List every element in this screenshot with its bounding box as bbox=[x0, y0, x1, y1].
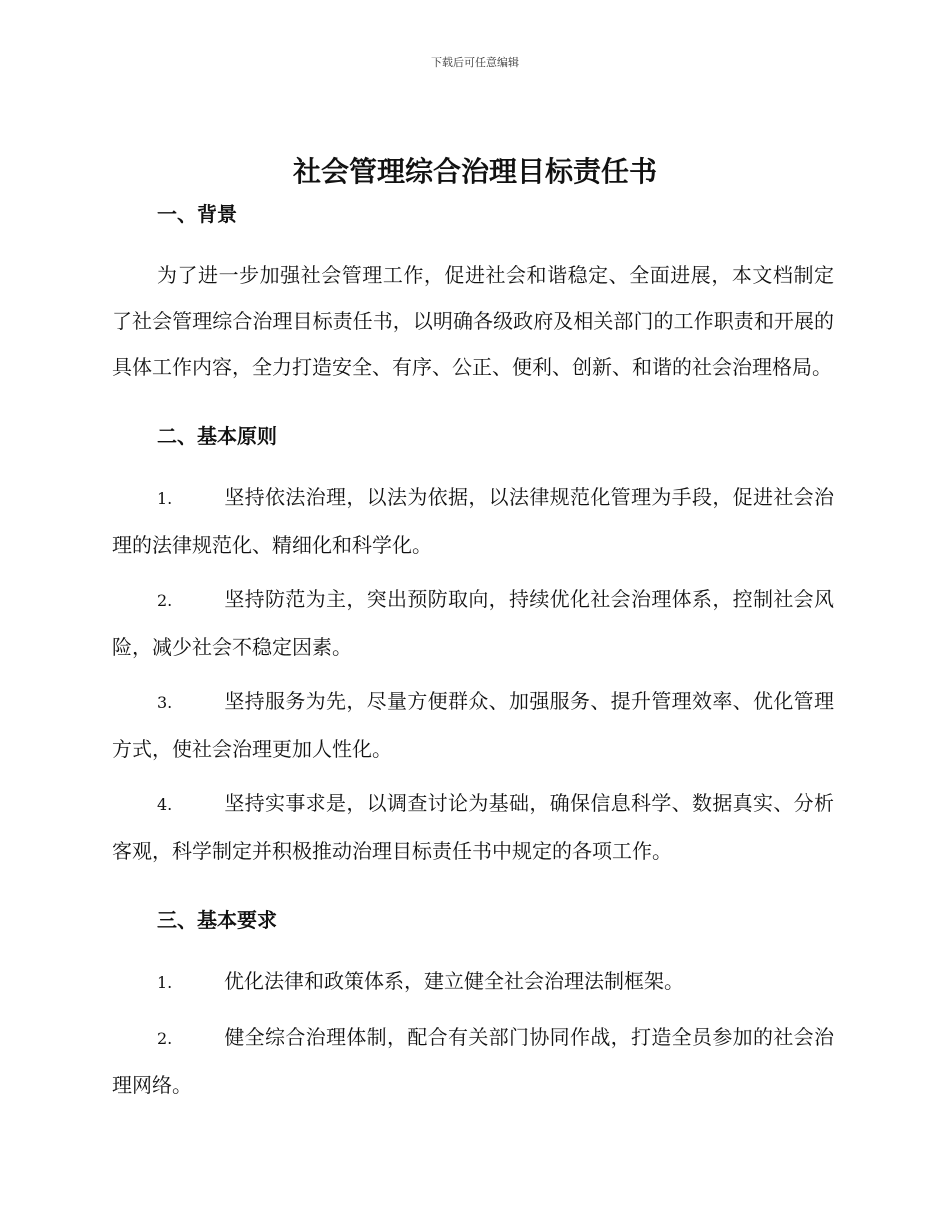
list-item bbox=[112, 1014, 834, 1108]
background-paragraph: 为了进一步加强社会管理工作，促进社会和谐稳定、全面进展，本文档制定了社会管理综合治理目标责任书，以明确各级政府及相关部门的工作职责和开展的具体工作内容，全力打造安全、有序、公正、便利、创新、和谐的社会治理格局。 bbox=[112, 263, 834, 379]
list-item bbox=[112, 678, 834, 772]
section-heading-background: 一、背景 bbox=[157, 202, 237, 226]
list-item bbox=[112, 958, 834, 1006]
list-item-text: 坚持防范为主，突出预防取向，持续优化社会治理体系，控制社会风险，减少社会不稳定因素。 bbox=[112, 587, 834, 659]
requirements-list bbox=[112, 958, 834, 1108]
list-item-number: 4. bbox=[157, 795, 173, 814]
list-item-text: 坚持服务为先，尽量方便群众、加强服务、提升管理效率、优化管理方式，使社会治理更加人性化。 bbox=[112, 689, 834, 761]
list-item-number: 1. bbox=[157, 973, 173, 992]
list-item-number: 2. bbox=[157, 1029, 173, 1048]
list-item-text: 优化法律和政策体系，建立健全社会治理法制框架。 bbox=[224, 969, 684, 993]
section-heading-requirements: 三、基本要求 bbox=[157, 908, 277, 932]
list-item bbox=[112, 474, 834, 568]
document-title: 社会管理综合治理目标责任书 bbox=[292, 155, 657, 188]
list-item-number: 2. bbox=[157, 591, 173, 610]
list-item bbox=[112, 780, 834, 874]
list-item-text: 坚持实事求是，以调查讨论为基础，确保信息科学、数据真实、分析客观，科学制定并积极推动治理目标责任书中规定的各项工作。 bbox=[112, 791, 834, 863]
list-item bbox=[112, 576, 834, 670]
document-body bbox=[112, 198, 834, 1108]
section-heading-principles: 二、基本原则 bbox=[157, 424, 277, 448]
list-item-text: 健全综合治理体制，配合有关部门协同作战，打造全员参加的社会治理网络。 bbox=[112, 1025, 834, 1097]
list-item-number: 3. bbox=[157, 693, 173, 712]
list-item-text: 坚持依法治理，以法为依据，以法律规范化管理为手段，促进社会治理的法律规范化、精细化和科学化。 bbox=[112, 485, 834, 557]
principles-list bbox=[112, 474, 834, 874]
list-item-number: 1. bbox=[157, 489, 173, 508]
header-note: 下载后可任意编辑 bbox=[431, 56, 519, 69]
